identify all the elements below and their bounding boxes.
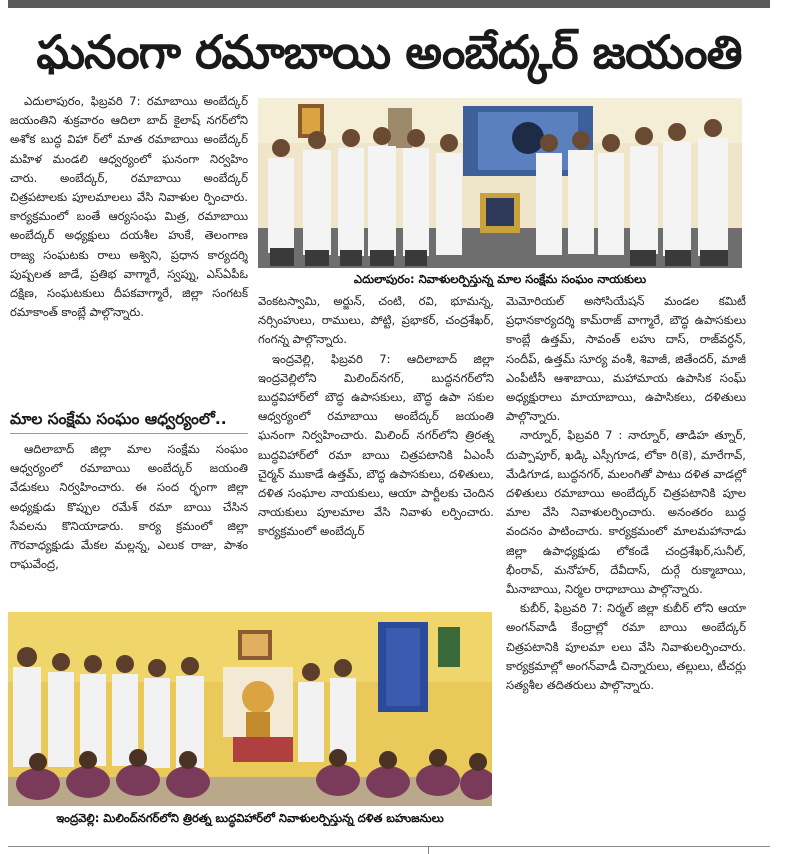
photo-group-leaders [258,98,742,268]
bottom-tick [428,846,429,854]
section-subhead: మాల సంక్షేమ సంఘం ఆధ్వర్యంలో.. [10,410,227,428]
column-2 [258,292,494,542]
article-paragraph: కుబీర్, ఫిబ్రవరి 7: నిర్మల్ జిల్లా కుబీర్ లోని ఆయా అంగన్‌వాడీ కేంద్రాల్లో రమా బాయి అంబేద్కర్ చిత్రపటానికి పూలమా లలు వేసి నివాళులర్పించారు. కార్యక్రమాల్లో అంగన్‌వాడీ చిన్నారులు, తల్లులు, టీచర్లు సత్యశీల తదితరులు పాల్గొన్నారు. [506,601,746,693]
article-paragraph: ఆదిలాబాద్ జిల్లా మాల సంక్షేమ సంఘం ఆధ్వర్యంలో రమాబాయి అంబేద్కర్ జయంతి వేడుకలు నిర్వహించారు. ఈ సంద ర్భంగా జిల్లా అధ్యక్షుడు కొప్పుల రమేశ్ రమా బాయి చేసిన సేవలను కొనియాడారు. కార్య క్రమంలో జిల్లా గౌరవాధ్యక్షుడు మేకల మల్లన్న, ఎలుక రాజు, పాశం రాఘవేంద్ర, [10,442,248,572]
column-3 [506,292,746,695]
article-paragraph: ఎదులాపురం, ఫిబ్రవరి 7: రమాబాయి అంబేద్కర్ జయంతిని శుక్రవారం ఆదిలా బాద్ కైలాష్ నగర్‌లోని అశోక బుద్ధ విహా ర్‌లో మాత రమాబాయి అంబేద్కర్ మహిళ మండలి ఆధ్వర్యంలో ఘనంగా నిర్వహిం చారు. అంబేద్కర్, రమాబాయి అంబేద్కర్ చిత్రపటాలకు పూలమాలలు వేసి నివాళుల ర్పించారు. కార్యక్రమంలో బంతే ఆర్యసంఘ మిత్ర, రమాబాయి అంబేద్కర్ అధ్యక్షులు దయశీల హుకే, తెలంగాణ రాజ్య సంఘటకు రాలు అశ్విని, ప్రధాన కార్యదర్శి పుష్పలత జాడే, ప్రతిభ వాగ్మారే, స్వప్ను, ఎస్ఏపీఓ దక్షిణ, సంఘటకులు దీపకవాగ్మారే, జిల్లా సంగటక్ రమాకాంత్ కాంబ్లే పాల్గొన్నారు. [10,94,248,320]
article-paragraph: మెమోరియల్ అసోసియేషన్ మండల కమిటీ ప్రధానకార్యదర్శి కామ్‌రాజ్ వాగ్మారే, బౌద్ధ ఉపాసకులు కాంబ్లే ఉత్తమ్, సావంత్ లహు దాస్, రాజ్‌వర్ధన్, సందీప్, ఉత్తమ్ సూర్య వంశీ, శివాజీ, జితేందర్, మాజీ ఎంపీటీసీ ఆశాబాయి, మహామాయ ఉపాసిక సంఘ్ అధ్యక్షురాలు మాయాబాయి, ఉపాసికలు, దళితులు పాల్గొన్నారు. [506,294,746,424]
column-1 [10,92,248,322]
article-paragraph: వెంకటస్వామి, అర్జున్, చంటి, రవి, భూమన్న, నర్సింహులు, రాములు, పోట్టి, ప్రభాకర్, చంద్రశేఖర్, గంగన్న పాల్గొన్నారు. [258,294,494,347]
article-paragraph: నార్నూర్, ఫిబ్రవరి 7 : నార్నూర్, తాడిహ త్నూర్, దుప్పాపూర్, ఖడ్కి ఎస్సీగూడ, లోకా రి(కె), మారేగావ్, మేడిగూడ, బుద్ధనగర్, మలంగితో పాటు దళిత వాడల్లో దళితులు రమాబాయి అంబేద్కర్ చిత్రపటానికి పూల మాల వేసి నివాళులర్పించారు. అనంతరం బుద్ధ వందనం పాటించారు. కార్యక్రమంలో మాలమహానాడు జిల్లా ఉపాధ్యక్షుడు లోకండే చంద్రశేఖర్,సునీల్, భీంరావ్, మనోహర్, దేవీదాస్, దుర్గే రుక్మాబాయి, మీనాబాయి, నిర్మల రాధాబాయి పాల్గొన్నారు. [506,428,746,597]
column-1-lower [10,440,248,574]
photo-caption: ఎదులాపురం: నివాళులర్పిస్తున్న మాల సంక్షేమ సంఘం నాయకులు [353,272,647,286]
photo-buddha-vihar-gathering [8,612,492,806]
subhead-rule [10,433,248,434]
article-paragraph: ఇంద్రవెల్లి, ఫిబ్రవరి 7: ఆదిలాబాద్ జిల్లా ఇంద్రవెల్లిలోని మిలింద్‌నగర్, బుద్ధనగర్‌లోని బుద్ధవిహార్‌లో బౌద్ధ ఉపాసకులు, బౌద్ధ ఉపా సకుల ఆధ్వర్యంలో రమాబాయి అంబేద్కర్ జయంతి ఘనంగా నిర్వహించారు. మిలింద్ నగర్‌లోని త్రిరత్న బుద్ధవిహార్‌లో రమా బాయి చిత్రపటానికి ఏఎంసీ చైర్మన్ ముకాడే ఉత్తమ్, బౌద్ధ ఉపాసకులు, దళితులు, దళిత సంఘాల నాయకులు, ఆయా పార్టీలకు చెందిన నాయకులు పూలమాల వేసి నివాళు లర్పించారు. కార్యక్రమంలో అంబేద్కర్ [258,351,494,539]
photo-caption: ఇంద్రవెల్లి: మిలింద్‌నగర్‌లోని త్రిరత్న బుద్ధవిహార్‌లో నివాళులర్పిస్తున్న దళిత బహుజనులు [56,811,444,825]
bottom-rule [8,846,770,847]
article-headline: ఘనంగా రమాబాయి అంబేద్కర్ జయంతి [36,25,742,79]
top-bar [8,0,770,8]
photo-image [8,612,492,806]
photo-image [258,98,742,268]
